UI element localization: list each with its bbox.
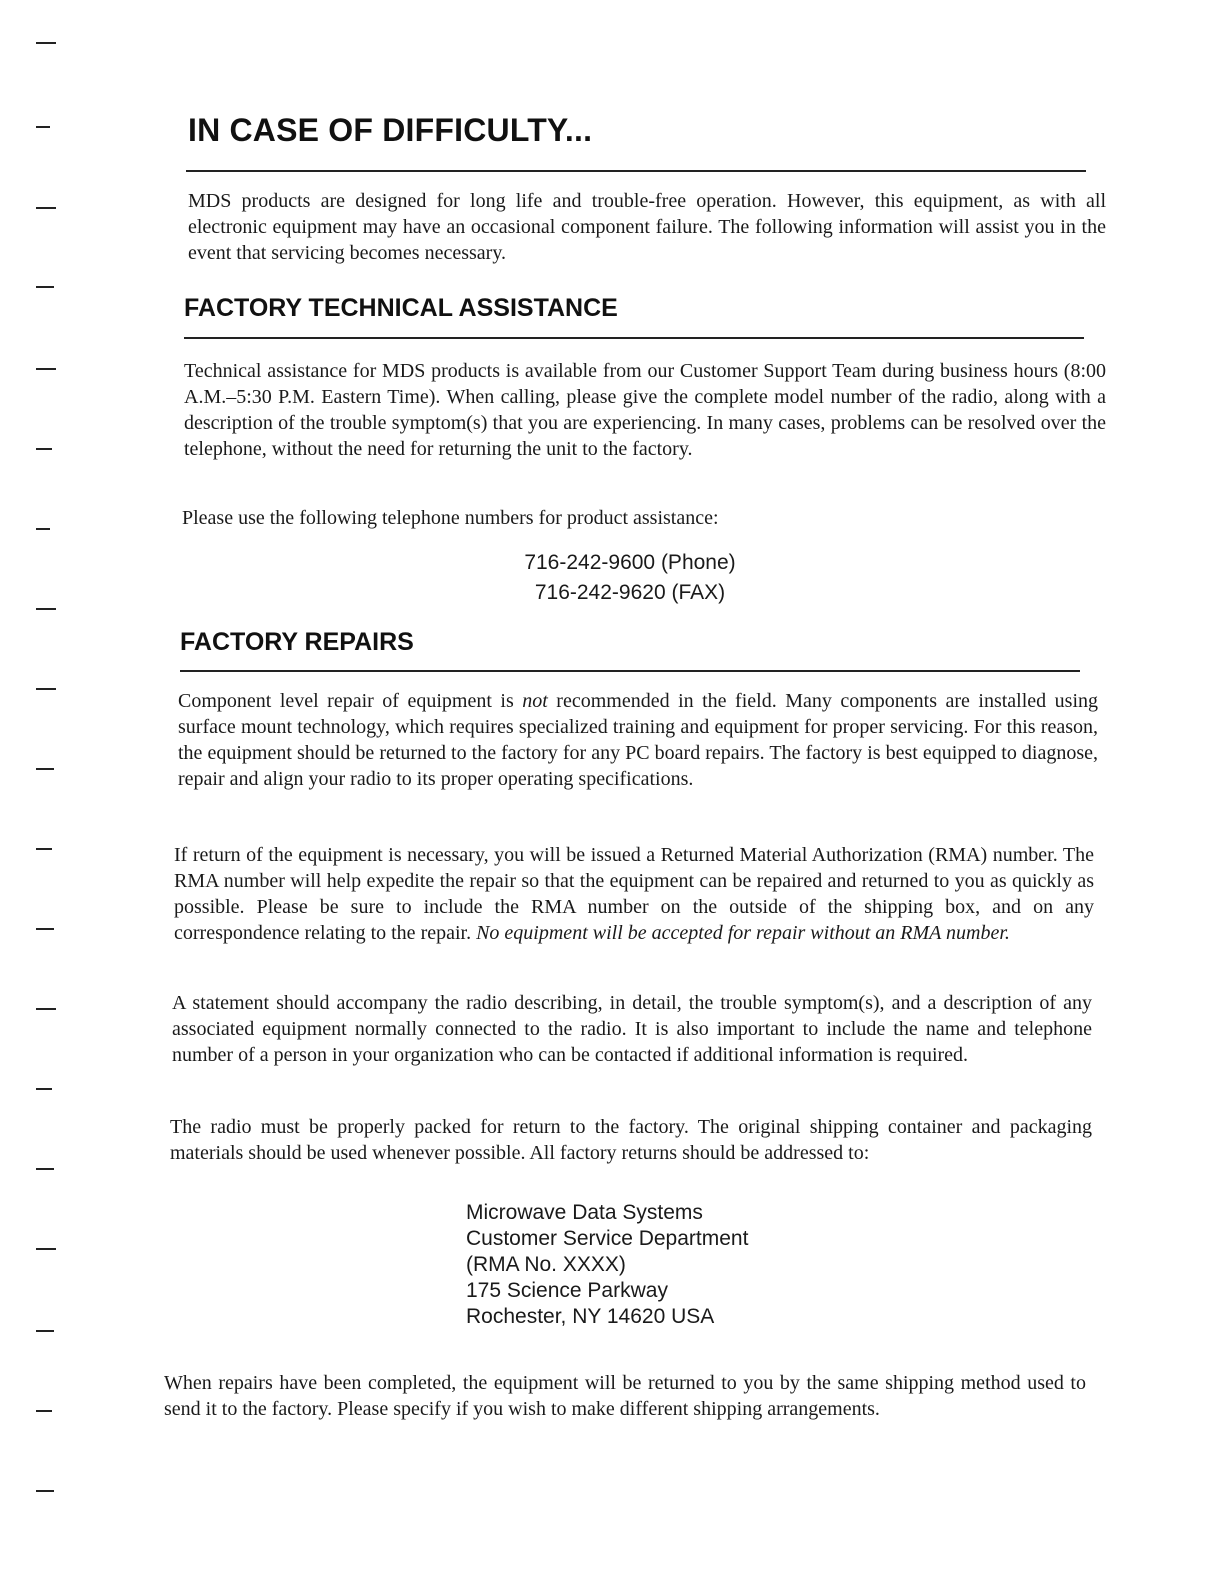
margin-mark [36,126,50,128]
repairs-paragraph-3: A statement should accompany the radio describing, in detail, the trouble symptom(s), and a description of any associated equipment normally connected to the radio. It is also important to include the name and telephone number of a person in your organization who can be contacted if additional information is required. [172,992,1092,1066]
address-line: Customer Service Department [466,1227,749,1250]
repairs-paragraph-2-emphasis: No equipment will be accepted for repair without an RMA number. [476,922,1010,944]
repairs-paragraph-1-emphasis: not [522,690,548,712]
margin-mark [36,688,56,690]
address-line: Microwave Data Systems [466,1201,703,1224]
page-title: IN CASE OF DIFFICULTY... [188,112,593,148]
margin-mark [36,368,56,370]
address-line: (RMA No. XXXX) [466,1253,626,1276]
margin-mark [36,928,54,930]
margin-mark [36,42,56,44]
repairs-paragraph-2-start: If return of the equipment is necessary, you will be issued a Returned Material Authorization (RMA) number. The RMA number will help expedite the repair so that the equipment can be repaired and returned to you as quickly as possible. Please be sure to include the RMA number on the outside of the shipping box, and on any correspondence relating to the repair. [174,844,1094,944]
margin-mark [36,1088,52,1090]
margin-mark [36,768,54,770]
return-address [466,1200,748,1330]
margin-mark [36,1490,54,1492]
margin-mark [36,848,52,850]
repairs-paragraph-4: The radio must be properly packed for return to the factory. The original shipping container and packaging materials should be used whenever possible. All factory returns should be addressed to: [170,1116,1092,1164]
margin-mark [36,1008,56,1010]
margin-mark [36,1410,52,1412]
repairs-paragraph-1-end: recommended in the field. Many components are installed using surface mount technology, which requires specialized training and equipment for proper servicing. For this reason, the equipment should be returned to the factory for any PC board repairs. The factory is best equipped to diagnose, repair and align your radio to its proper operating specifications. [178,690,1099,790]
margin-mark [36,448,52,450]
margin-mark [36,1168,54,1170]
intro-paragraph: MDS products are designed for long life and trouble-free operation. However, this equipment, as with all electronic equipment may have an occasional component failure. The following information will assist you in the event that servicing becomes necessary. [188,190,1106,264]
section-rule-technical [184,337,1084,339]
repairs-paragraph-1 [178,688,1098,792]
margin-mark [36,528,50,530]
address-line: 175 Science Parkway [466,1279,668,1302]
binding-margin-marks [36,0,60,1584]
repairs-paragraph-2 [174,842,1094,946]
margin-mark [36,1248,56,1250]
address-line: Rochester, NY 14620 USA [466,1305,715,1328]
margin-mark [36,286,54,288]
margin-mark [36,608,56,610]
margin-mark [36,1330,54,1332]
section-heading-technical: FACTORY TECHNICAL ASSISTANCE [184,294,618,322]
fax-number: 716-242-9620 (FAX) [534,581,726,604]
section-rule-repairs [180,670,1080,672]
section-heading-repairs: FACTORY REPAIRS [180,628,414,656]
margin-mark [36,207,56,209]
repairs-paragraph-5: When repairs have been completed, the equipment will be returned to you by the same shipping method used to send it to the factory. Please specify if you wish to make different shipping arrangements. [164,1372,1086,1420]
phone-intro-paragraph: Please use the following telephone numbers for product assistance: [182,507,719,529]
phone-numbers [460,548,800,608]
repairs-paragraph-1-start: Component level repair of equipment is [178,690,523,712]
title-rule [186,170,1086,172]
phone-number: 716-242-9600 (Phone) [524,551,736,574]
technical-paragraph: Technical assistance for MDS products is available from our Customer Support Team during business hours (8:00 A.M.–5:30 P.M. Eastern Time). When calling, please give the complete model number of the radio, along with a description of the trouble symptom(s) that you are experiencing. In many cases, problems can be resolved over the telephone, without the need for returning the unit to the factory. [184,360,1106,460]
